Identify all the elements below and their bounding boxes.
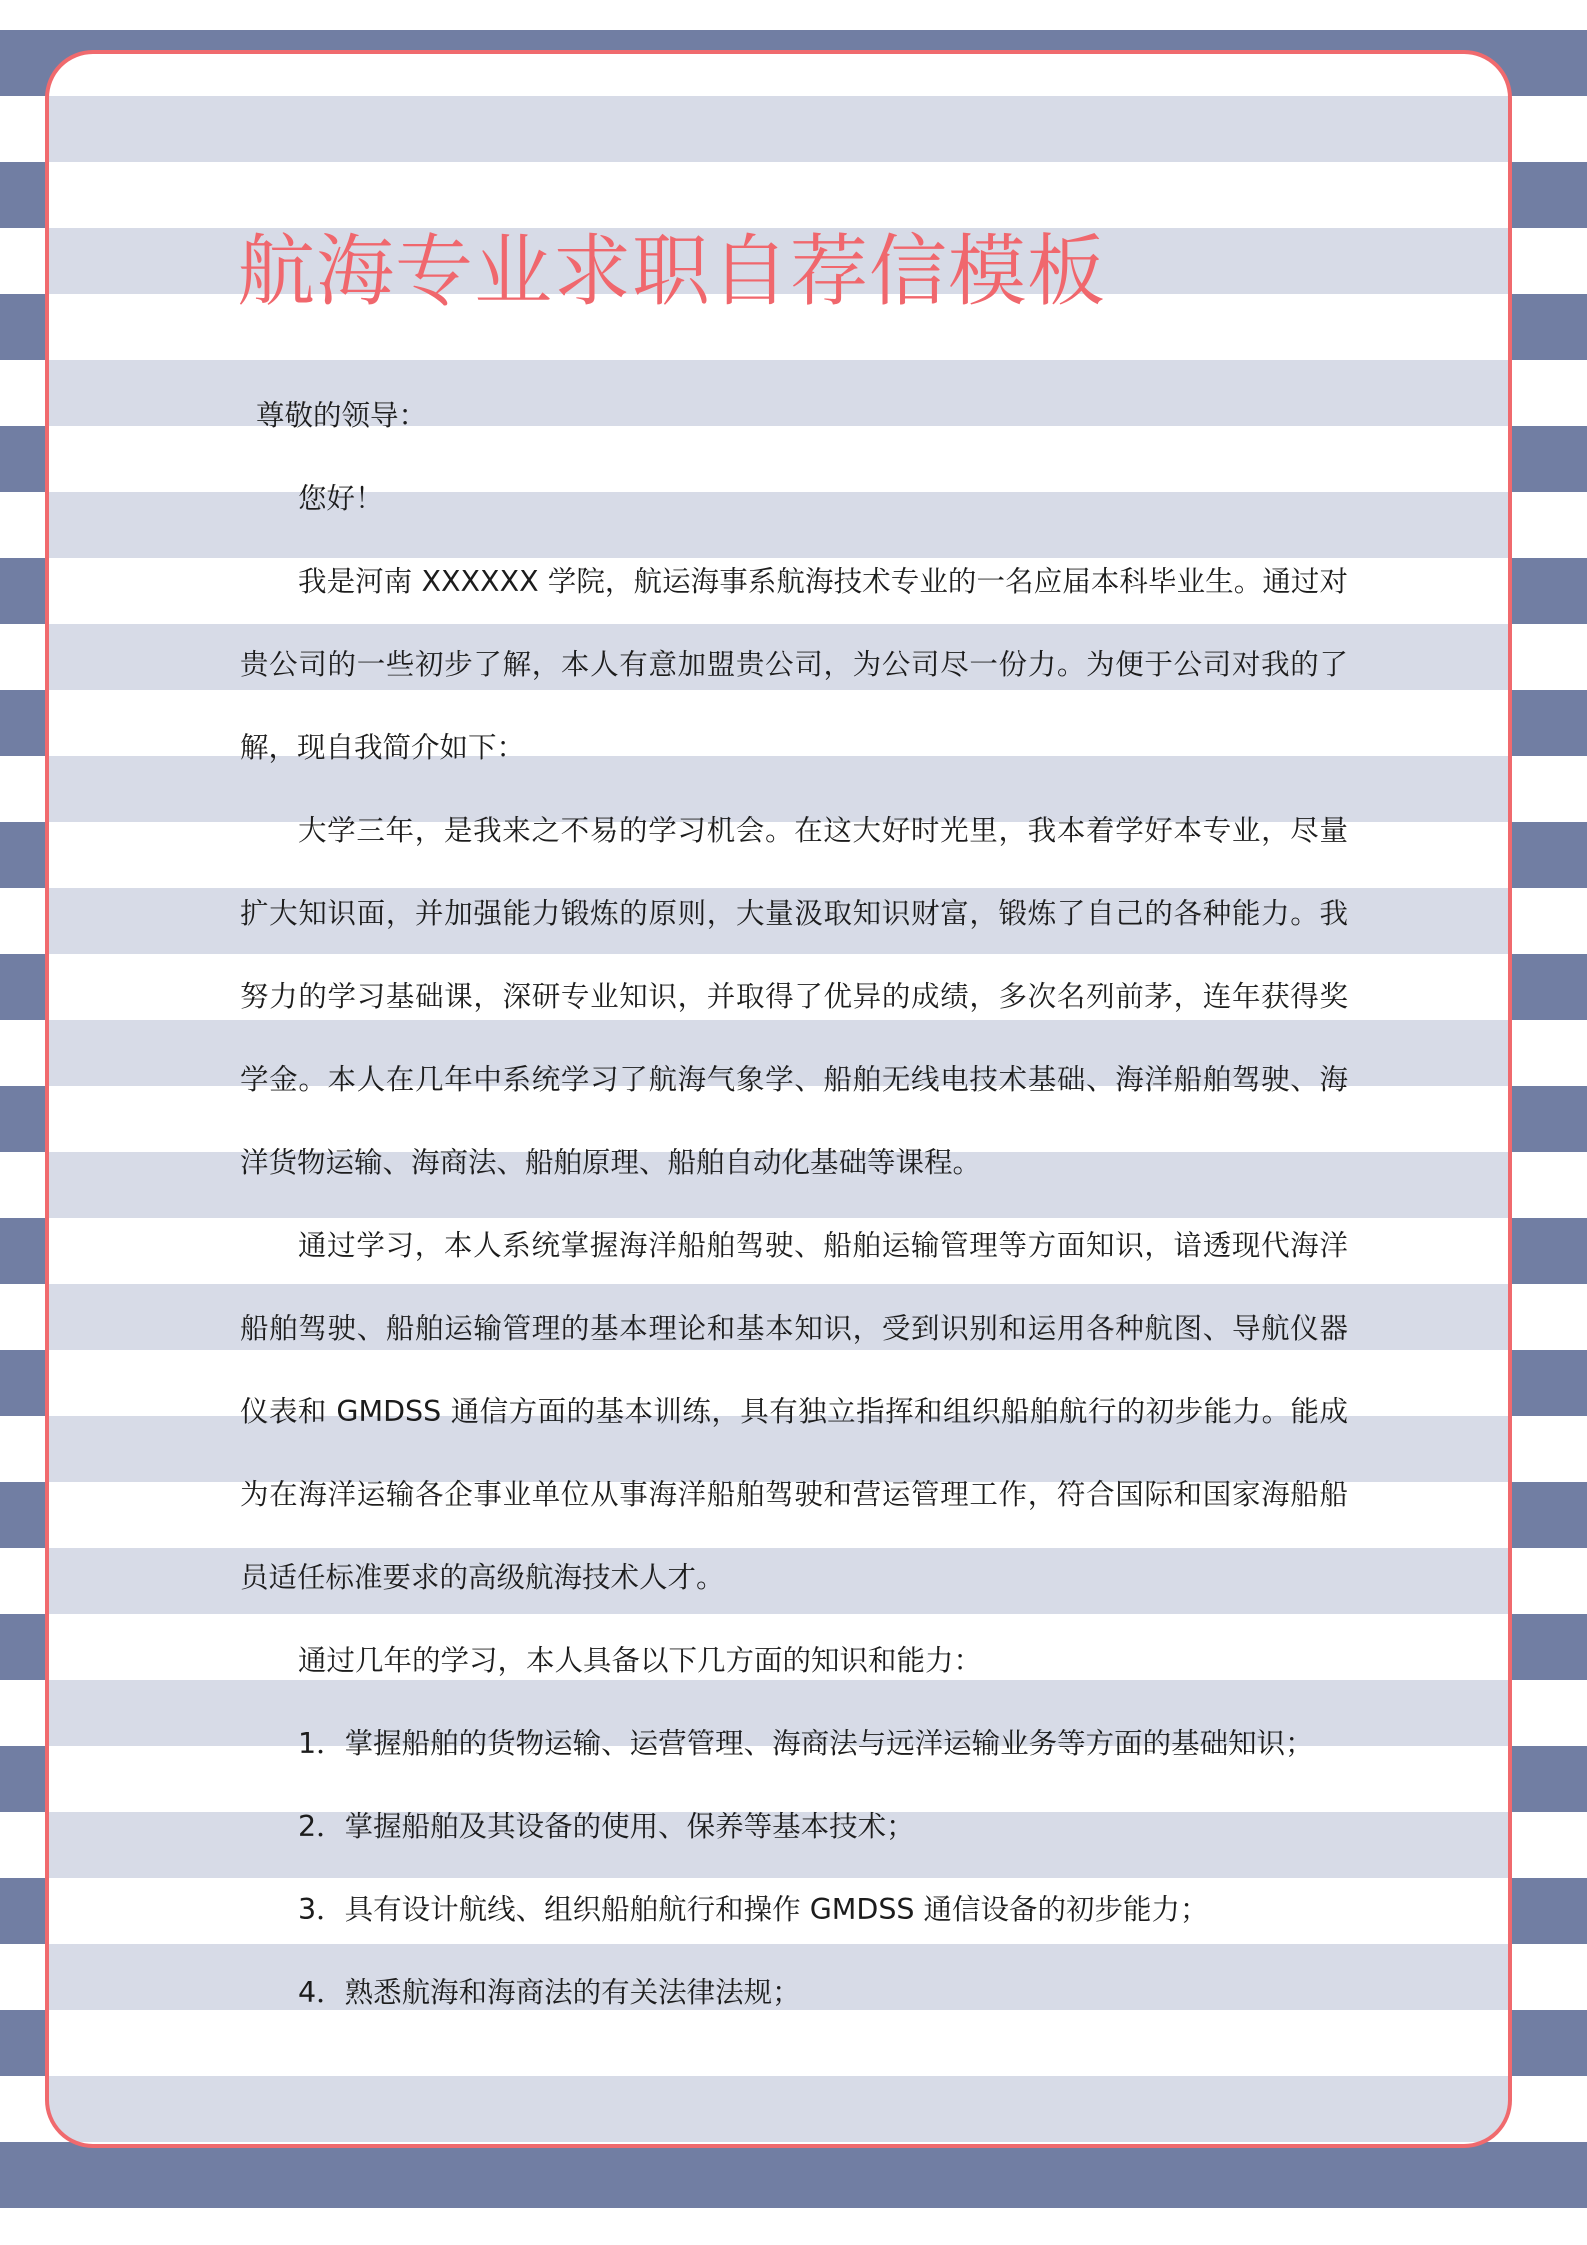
paragraph-abilities-intro: 通过几年的学习，本人具备以下几方面的知识和能力： <box>298 1644 983 1677</box>
document-title: 航海专业求职自荐信模板 <box>237 227 1107 317</box>
paragraph-introduction: 我是河南 XXXXXX 学院，航运海事系航海技术专业的一名应届本科毕业生。通过对贵公司的一些初步了解，本人有意加盟贵公司，为公司尽一份力。为便于公司对我的了解，现自我简介如下： <box>240 565 1348 764</box>
paragraph-skills: 通过学习，本人系统掌握海洋船舶驾驶、船舶运输管理等方面知识，谙透现代海洋船舶驾驶、船舶运输管理的基本理论和基本知识，受到识别和运用各种航图、导航仪器仪表和 GMDSS 通信方面的基本训练，具有独立指挥和组织船舶航行的初步能力。能成为在海洋运输各企事业单位从事海洋船舶驾驶和营运管理工作，符合国际和国家海船船员适任标准要求的高级航海技术人才。 <box>240 1229 1348 1594</box>
list-item: 3．具有设计航线、组织船舶航行和操作 GMDSS 通信设备的初步能力； <box>298 1893 1209 1926</box>
salutation: 尊敬的领导： <box>256 399 428 432</box>
letter-body <box>240 374 1348 2034</box>
list-item: 2．掌握船舶及其设备的使用、保养等基本技术； <box>298 1810 915 1843</box>
list-item: 4．熟悉航海和海商法的有关法律法规； <box>298 1976 801 2009</box>
paragraph-study: 大学三年，是我来之不易的学习机会。在这大好时光里，我本着学好本专业，尽量扩大知识面，并加强能力锻炼的原则，大量汲取知识财富，锻炼了自己的各种能力。我努力的学习基础课，深研专业知识，并取得了优异的成绩，多次名列前茅，连年获得奖学金。本人在几年中系统学习了航海气象学、船舶无线电技术基础、海洋船舶驾驶、海洋货物运输、海商法、船舶原理、船舶自动化基础等课程。 <box>240 814 1348 1179</box>
list-item: 1．掌握船舶的货物运输、运营管理、海商法与远洋运输业务等方面的基础知识； <box>298 1727 1314 1760</box>
greeting: 您好！ <box>298 482 384 515</box>
